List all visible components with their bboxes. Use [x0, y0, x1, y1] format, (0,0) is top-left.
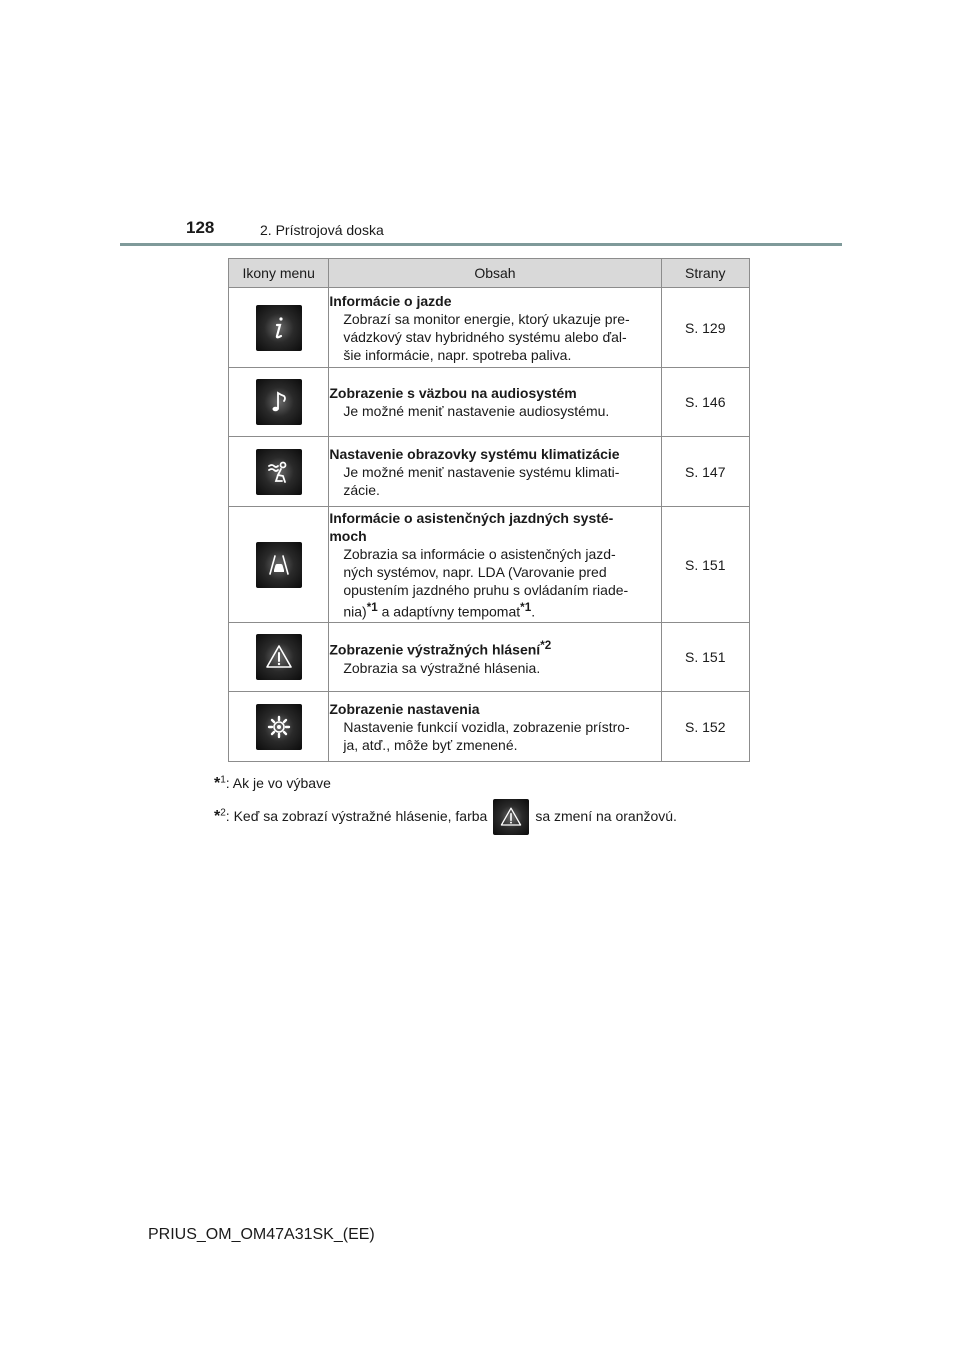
page-number: 128: [186, 218, 215, 237]
row-title: Informácie o jazde: [329, 292, 452, 309]
table-row: [229, 623, 750, 692]
footnote-ref: *1: [520, 600, 532, 614]
footnote-text: : Keď sa zobrazí výstražné hlásenie, farba: [225, 808, 488, 824]
row-description: Je možné meniť nastavenie audiosystému.: [343, 403, 610, 419]
table-row: [229, 288, 750, 368]
row-description-part: .: [531, 603, 536, 620]
driving-assist-icon: [256, 542, 302, 588]
footnote-text: : Ak je vo výbave: [225, 775, 331, 791]
row-title: Zobrazenie s väzbou na audiosystém: [329, 385, 577, 401]
climate-icon: [256, 449, 302, 495]
table-row: [229, 437, 750, 507]
row-description-part: a adaptívny tempomat: [377, 603, 521, 620]
settings-gear-icon: [256, 704, 302, 750]
page-reference: S. 147: [661, 437, 749, 507]
footnote-2: [214, 798, 677, 834]
row-description: Nastavenie funkcií vozidla, zobrazenie prístro- ja, atď., môže byť zmenené.: [343, 718, 630, 753]
row-description: Zobrazí sa monitor energie, ktorý ukazuje pre- vádzkový stav hybridného systému alebo ďal- šie informácie, napr. spotreba paliva.: [343, 310, 630, 363]
page-reference: S. 146: [661, 368, 749, 437]
footnote-text: sa zmení na oranžovú.: [535, 808, 677, 824]
table-row: [229, 692, 750, 762]
column-header-content: Obsah: [329, 259, 661, 288]
document-code: PRIUS_OM_OM47A31SK_(EE): [148, 1226, 375, 1243]
info-icon: [256, 305, 302, 351]
footnotes: [214, 772, 677, 834]
row-title: Zobrazenie nastavenia: [329, 700, 480, 717]
header-rule: [120, 243, 842, 246]
table-row: [229, 368, 750, 437]
footnote-number: 1: [220, 774, 226, 786]
column-header-pages: Strany: [661, 259, 749, 288]
row-description-part: Zobrazia sa informácie o asistenčných jazd- ných systémov, napr. LDA (Varovanie pred opustením jazdného pruhu s ovládaním riade- nia): [343, 545, 629, 620]
row-title: Zobrazenie výstražných hlásení: [329, 641, 541, 658]
row-title: Informácie o asistenčných jazdných systé- moch: [329, 509, 614, 544]
table-row: [229, 507, 750, 623]
page-reference: S. 151: [661, 507, 749, 623]
page-reference: S. 152: [661, 692, 749, 762]
music-note-icon: [256, 379, 302, 425]
footnote-ref: *1: [366, 600, 378, 614]
row-title: Nastavenie obrazovky systému klimatizácie: [329, 445, 620, 462]
footnote-mark: *: [214, 775, 221, 792]
row-description: Je možné meniť nastavenie systému klimati- zácie.: [343, 463, 620, 498]
menu-icons-table: [228, 258, 750, 762]
footnote-ref: *2: [540, 639, 552, 653]
footnote-number: 2: [220, 807, 226, 819]
row-description: [329, 545, 660, 621]
page-reference: S. 151: [661, 623, 749, 692]
row-description: Zobrazia sa výstražné hlásenia.: [343, 659, 541, 676]
section-title: 2. Prístrojová doska: [260, 222, 384, 238]
column-header-icons: Ikony menu: [229, 259, 329, 288]
warning-icon: [493, 799, 529, 835]
footnote-mark: *: [214, 808, 221, 825]
footnote-1: [214, 772, 677, 794]
warning-icon: [256, 634, 302, 680]
page-reference: S. 129: [661, 288, 749, 368]
table-header-row: [229, 259, 750, 288]
